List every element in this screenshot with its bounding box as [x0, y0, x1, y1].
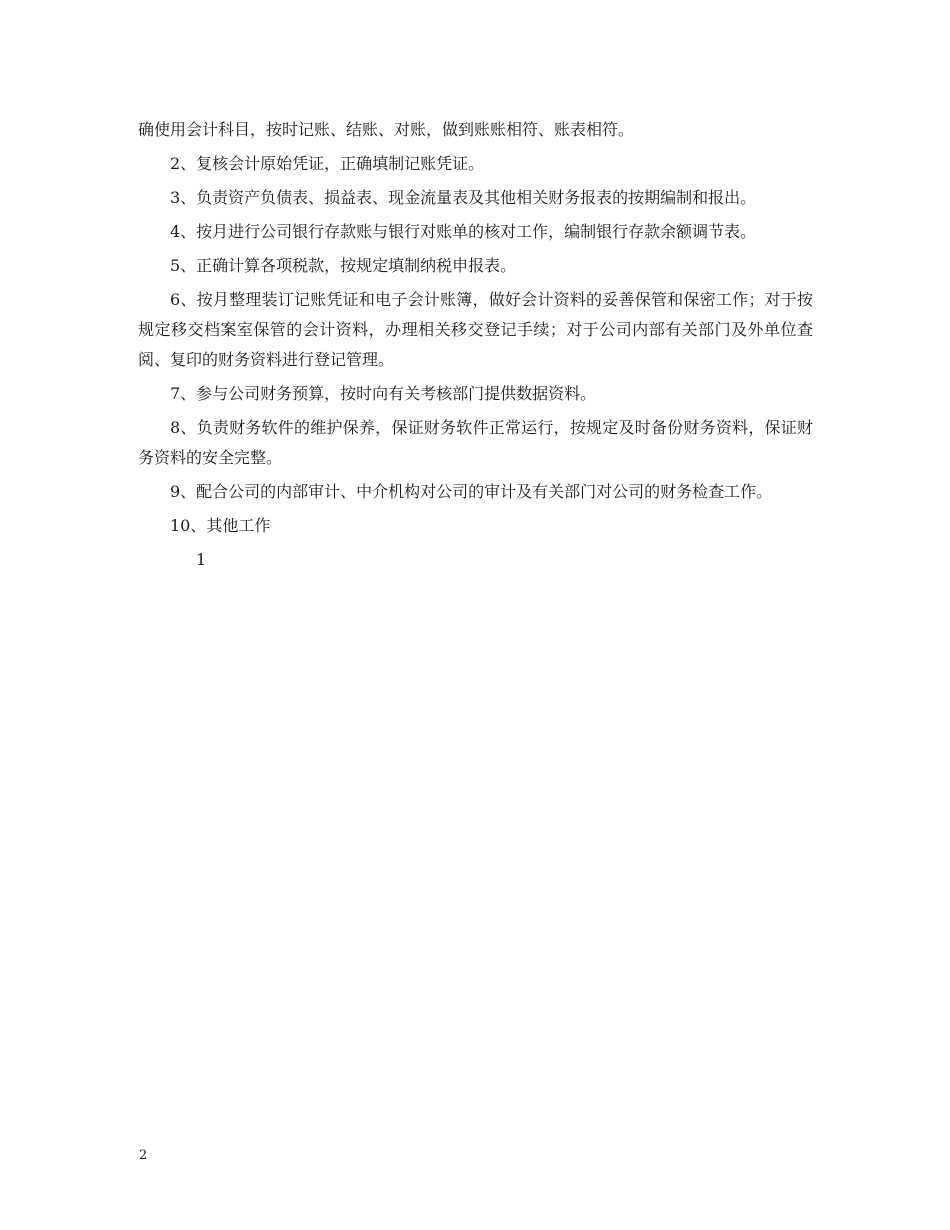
paragraph-4: 4、按月进行公司银行存款账与银行对账单的核对工作，编制银行存款余额调节表。: [170, 222, 757, 241]
paragraph-5: 5、正确计算各项税款，按规定填制纳税申报表。: [170, 256, 517, 275]
paragraph-8: 8、负责财务软件的维护保养，保证财务软件正常运行，按规定及时备份财务资料，保证财务资料的安全完整。: [138, 418, 813, 467]
paragraph-2: 2、复核会计原始凭证，正确填制记账凭证。: [170, 154, 485, 173]
paragraph-9: 9、配合公司的内部审计、中介机构对公司的审计及有关部门对公司的财务检查工作。: [170, 482, 773, 501]
paragraph-3: 3、负责资产负债表、损益表、现金流量表及其他相关财务报表的按期编制和报出。: [170, 188, 757, 207]
paragraph-7: 7、参与公司财务预算，按时向有关考核部门提供数据资料。: [170, 384, 597, 403]
paragraph-1: 确使用会计科目，按时记账、结账、对账，做到账账相符、账表相符。: [138, 120, 635, 139]
document-body: [138, 115, 813, 575]
page-number: 2: [139, 1148, 148, 1163]
paragraph-6: 6、按月整理装订记账凭证和电子会计账簿，做好会计资料的妥善保管和保密工作；对于按规定移交档案室保管的会计资料，办理相关移交登记手续；对于公司内部有关部门及外单位查阅、复印的财务资料进行登记管理。: [138, 290, 813, 369]
paragraph-10: 10、其他工作: [170, 516, 271, 535]
list-marker: 1: [196, 550, 207, 569]
